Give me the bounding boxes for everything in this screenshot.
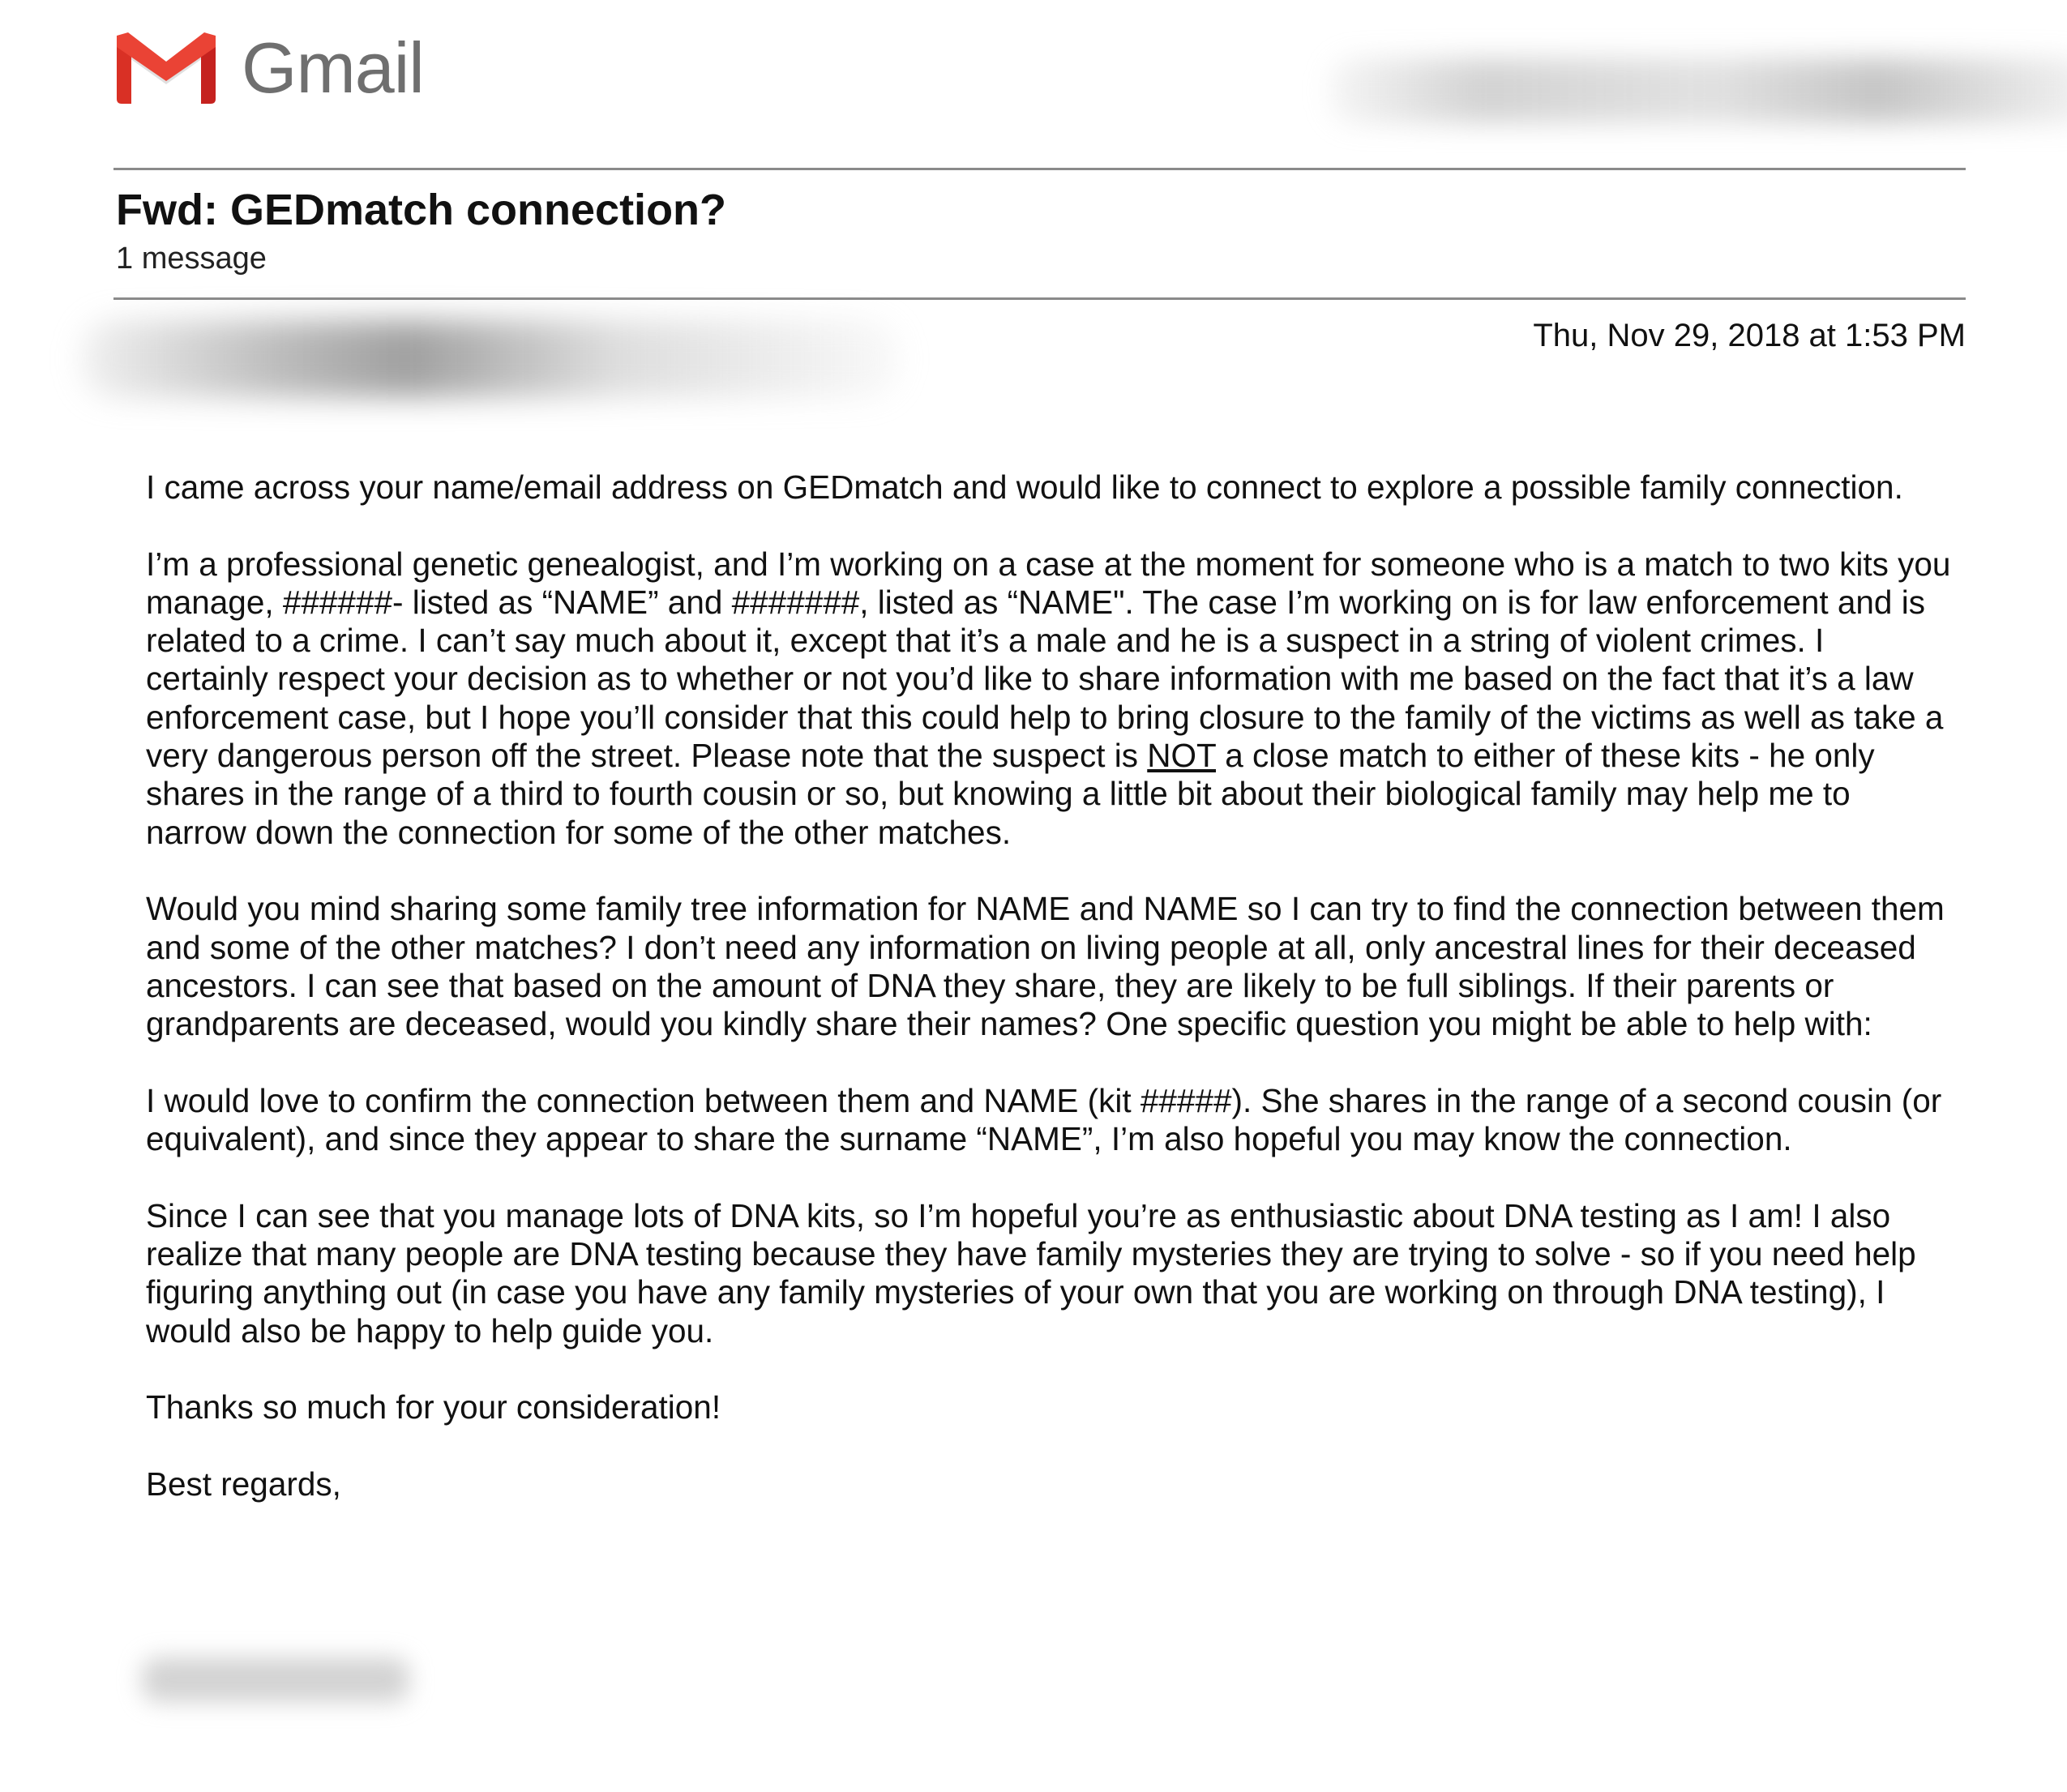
message-body [146,468,1954,1503]
divider [113,168,1966,170]
sign-off: Best regards, [146,1465,341,1503]
body-paragraph: Thanks so much for your consideration! [146,1388,721,1426]
redacted-account-email [1329,58,2067,123]
gmail-logo[interactable] [113,29,424,107]
redacted-signature [142,1657,409,1702]
body-paragraph: Would you mind sharing some family tree information for NAME and NAME so I can try to find the connection between them and some of the other matches? I don’t need any information on living people at all, only ancestral lines for their deceased ancestors. I can see that based on the amount of DNA they share, they are likely to be full siblings. If their parents or grandparents are deceased, would you kindly share their names? One specific question you might be able to help with: [146,890,1945,1043]
body-paragraph: I came across your name/email address on GEDmatch and would like to connect to explore a possible family connection. [146,468,1903,506]
body-paragraph: Since I can see that you manage lots of DNA kits, so I’m hopeful you’re as enthusiastic about DNA testing as I am! I also realize that many people are DNA testing because they have family mysteries they are trying to solve - so if you need help figuring anything out (in case you have any family mysteries of your own that you are working on through DNA testing), I would also be happy to help guide you. [146,1196,1916,1349]
gmail-wordmark: Gmail [242,28,424,108]
redacted-sender [81,320,900,397]
message-date: Thu, Nov 29, 2018 at 1:53 PM [1533,318,1966,353]
thread-subject: Fwd: GEDmatch connection? [116,186,727,234]
body-paragraph: I would love to confirm the connection between them and NAME (kit #####). She shares in the range of a second cousin (or equivalent), and since they appear to share the surname “NAME”, I’m also hopeful you may know the connection. [146,1081,1942,1158]
gmail-envelope-icon [113,29,219,107]
message-count: 1 message [116,242,267,276]
divider [113,297,1966,300]
body-paragraph [146,545,1954,852]
header [113,24,1978,113]
body-text: I’m a professional genetic genealogist, and I’m working on a case at the moment for someone who is a match to two kits you manage, ######- listed as “NAME” and #######, listed as “NAME". The case I’m working on is for law enforcement and is related to a crime. I can’t say much about it, except that it’s a male and he is a suspect in a string of violent crimes. I certainly respect your decision as to whether or not you’d like to share information with me based on the fact that it’s a law enforcement case, but I hope you’ll consider that this could help to bring closure to the family of the victims as well as take a very dangerous person off the street. Please note that the suspect is [146,545,1951,775]
underlined-emphasis: NOT [1147,737,1217,775]
body-text: a close match to either of these kits - he only shares in the range of a third to fourth cousin or so, but knowing a little bit about their biological family may help me to narrow down the connection for some of the other matches. [146,737,1875,851]
